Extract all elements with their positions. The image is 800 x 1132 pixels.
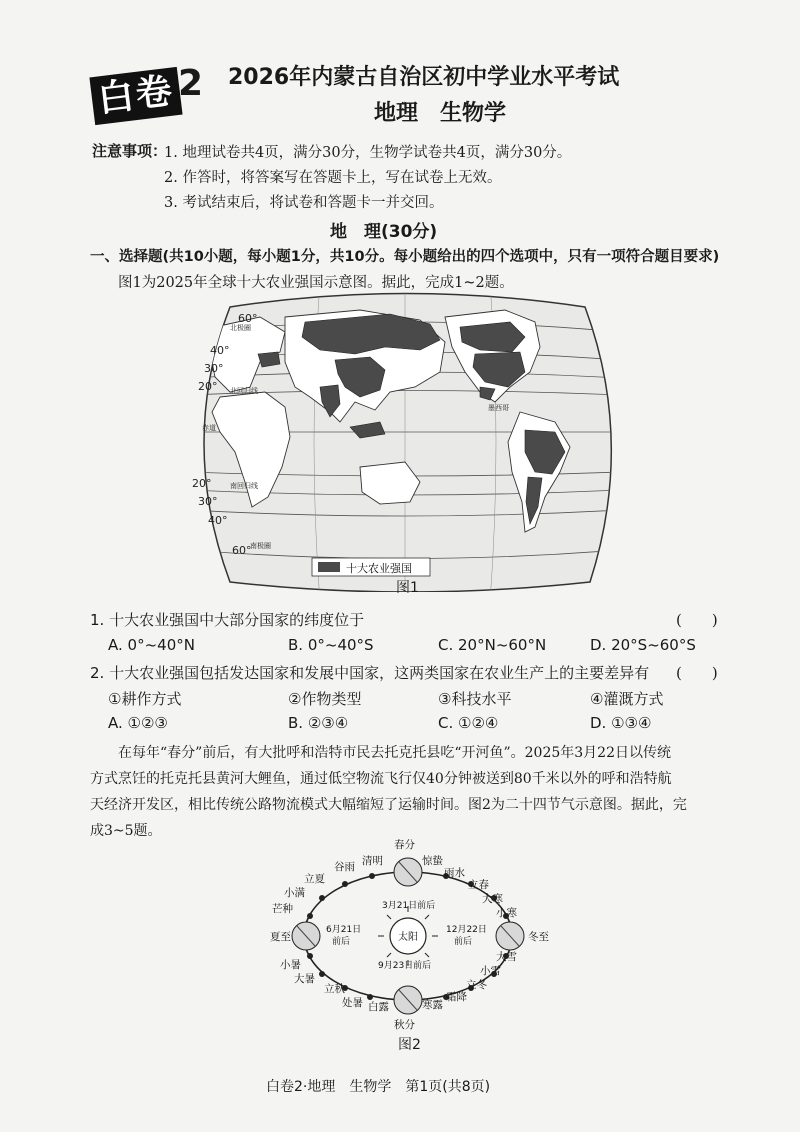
question-1-stem [90,609,364,630]
term-jingzhe: 惊蛰 [422,855,443,867]
lat-label-s20: 20° [192,477,212,490]
label-arctic-circle: 北极圈 [230,324,251,332]
page-footer: 白卷2·地理 生物学 第1页(共8页) [266,1079,491,1095]
date-autumn: 9月23日前后 [378,961,432,971]
q1-option-a[interactable]: A. 0°~40°N [108,636,195,654]
date-winter-2: 前后 [454,937,473,947]
q1-option-b[interactable]: B. 0°~40°S [288,636,374,654]
badge-number: 2 [178,63,204,104]
term-xiazhi: 夏至 [270,931,291,943]
q1-option-c[interactable]: C. 20°N~60°N [438,636,547,654]
term-qiufen: 秋分 [394,1019,415,1031]
term-yushui: 雨水 [444,867,465,879]
label-mexico: 墨西哥 [488,404,509,412]
term-lichun: 立春 [468,879,489,891]
label-tropic-of-cancer: 北回归线 [230,387,258,395]
term-lidong: 立冬 [466,979,487,991]
term-dahan: 大寒 [482,893,503,905]
sun-label: 太阳 [398,932,418,943]
term-mangzhong: 芒种 [272,903,293,915]
q2-option-d[interactable]: D. ①③④ [590,714,652,732]
q2-option-a[interactable]: A. ①②③ [108,714,168,732]
lat-label-s40: 40° [208,514,228,527]
label-antarctic-circle: 南极圈 [250,542,271,550]
notes-label: 注意事项： [92,142,168,160]
question-1-answer-paren[interactable]: ( ) [676,611,718,629]
question-2-text: 十大农业强国包括发达国家和发展中国家，这两类国家在农业生产上的主要差异有 [109,664,650,682]
lat-label-s30: 30° [198,495,218,508]
label-equator: 赤道 [202,424,216,432]
lat-label-s60: 60° [232,544,252,557]
q2-option-c[interactable]: C. ①②④ [438,714,499,732]
term-bailu: 白露 [368,1001,389,1013]
term-dongzhi: 冬至 [528,931,549,943]
exam-subject-title: 地理 生物学 [374,101,507,126]
section-title: 地 理(30分) [330,222,438,242]
lat-label-n30: 30° [204,362,224,375]
lat-label-n20: 20° [198,380,218,393]
exam-title: 2026年内蒙古自治区初中学业水平考试 [228,65,620,90]
question-1-number: 1. [90,611,105,629]
note-item-3: 3. 考试结束后，将试卷和答题卡一并交回。 [164,195,444,211]
figure1-intro: 图1为2025年全球十大农业强国示意图。据此，完成1~2题。 [118,275,514,291]
lat-label-n40: 40° [210,344,230,357]
passage-line-2: 方式烹饪的托克托县黄河大鲤鱼，通过低空物流飞行仅40分钟被送到80千米以外的呼和浩特航 [90,771,672,787]
badge-text: 白卷 [89,67,182,125]
legend-label: 十大农业强国 [346,562,412,575]
term-liqiu: 立秋 [324,983,345,995]
term-chunfen: 春分 [394,839,415,851]
question-2-number: 2. [90,664,105,682]
date-summer-2: 前后 [332,937,351,947]
term-xiaohan: 小寒 [496,907,517,919]
term-dashu: 大暑 [294,973,315,985]
france-region [258,352,280,367]
date-summer-1: 6月21日 [326,925,362,935]
note-item-1: 1. 地理试卷共4页，满分30分，生物学试卷共4页，满分30分。 [164,145,572,161]
term-qingming: 清明 [362,855,383,867]
label-tropic-of-capricorn: 南回归线 [230,482,258,490]
question-2-stem [90,662,649,683]
term-hanlu: 寒露 [422,999,443,1011]
figure2-caption: 图2 [398,1037,421,1053]
question-2-answer-paren[interactable]: ( ) [676,664,718,682]
q2-item-3: ③科技水平 [438,690,512,708]
sun [378,906,438,966]
passage-line-1: 在每年“春分”前后，有大批呼和浩特市民去托克托县吃“开河鱼”。2025年3月22日以传统 [118,745,671,761]
q2-item-4: ④灌溉方式 [590,690,664,708]
term-xiaoman: 小满 [284,887,305,899]
q2-item-2: ②作物类型 [288,690,362,708]
q1-option-d[interactable]: D. 20°S~60°S [590,636,696,654]
figure1-caption: 图1 [396,580,419,596]
note-item-2: 2. 作答时，将答案写在答题卡上，写在试卷上无效。 [164,170,502,186]
question-1-text: 十大农业强国中大部分国家的纬度位于 [109,611,365,629]
q2-option-b[interactable]: B. ②③④ [288,714,349,732]
paper-badge [92,64,210,122]
date-spring: 3月21日前后 [382,901,436,911]
world-map-figure [190,292,620,592]
q2-item-1: ①耕作方式 [108,690,182,708]
lat-label-n60: 60° [238,312,258,325]
term-shuangjiang: 霜降 [446,991,467,1003]
term-guyu: 谷雨 [334,861,355,873]
term-lixia: 立夏 [304,873,325,885]
passage-line-4: 成3~5题。 [90,823,162,839]
term-xiaoshu: 小暑 [280,959,301,971]
date-winter-1: 12月22日 [446,925,487,935]
passage-line-3: 天经济开发区，相比传统公路物流模式大幅缩短了运输时间。图2为二十四节气示意图。据此，完 [90,797,687,813]
term-xiaoxue: 小雪 [480,965,501,977]
term-daxue: 大雪 [496,951,517,963]
part-title: 一、选择题(共10小题，每小题1分，共10分。每小题给出的四个选项中，只有一项符合题目要求) [90,249,720,265]
legend-swatch [318,562,340,572]
solar-terms-figure [270,836,560,1051]
term-chushu: 处暑 [342,997,363,1009]
